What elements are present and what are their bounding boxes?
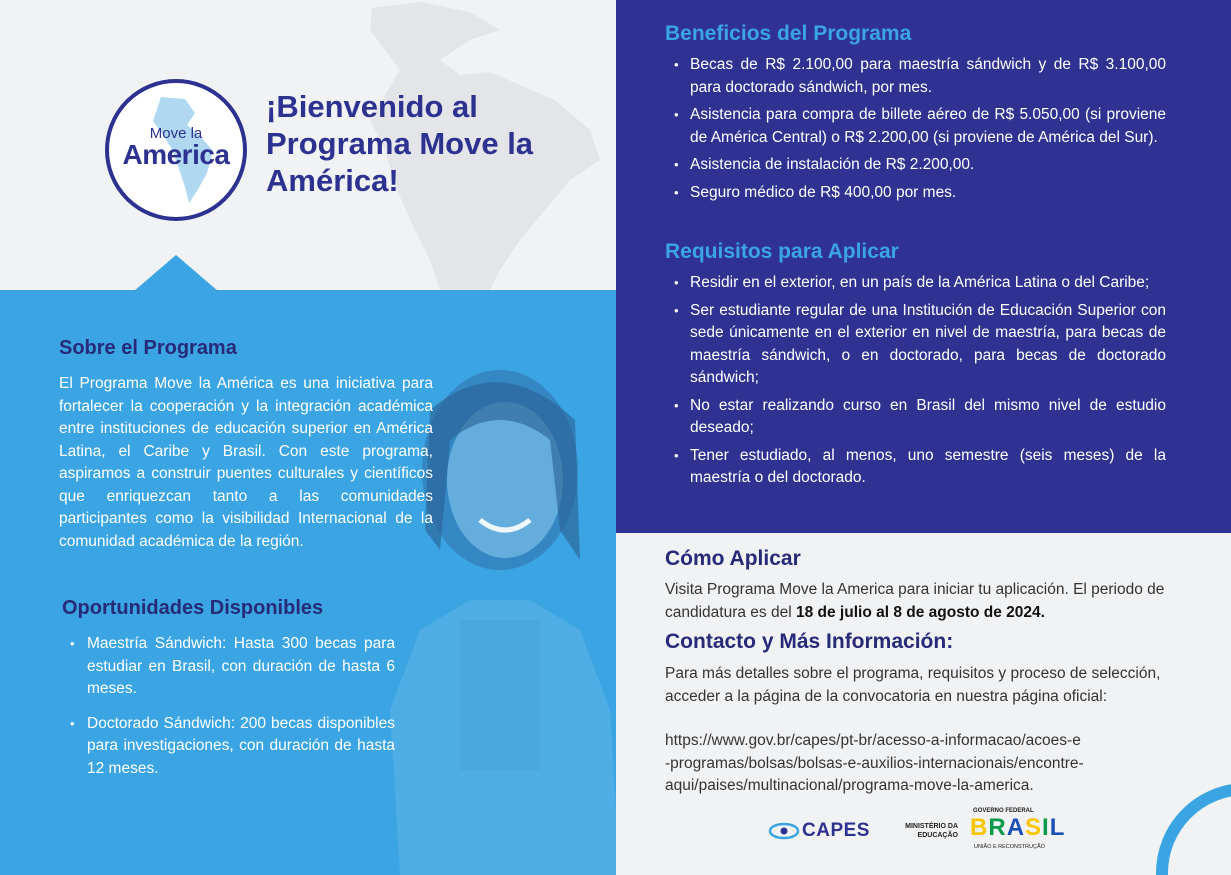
logo-text-big: America — [122, 139, 230, 170]
list-item: • Becas de R$ 2.100,00 para maestría sándwich y de R$ 3.100,00 para doctorado sándwich, por mes. — [674, 54, 1166, 99]
benefits-title: Beneficios del Programa — [665, 22, 912, 45]
brasil-letter: S — [1025, 814, 1043, 841]
brasil-letter: I — [1042, 814, 1050, 841]
list-item: • Asistencia para compra de billete aéreo de R$ 5.050,00 (si proviene de América Central) o R$ 2.200,00 (si proviene de América del Sur). — [674, 104, 1166, 149]
opportunities-list — [70, 633, 395, 792]
right-top-panel — [616, 0, 1231, 533]
left-top-section — [0, 0, 616, 290]
contact-url-link[interactable] — [665, 730, 1191, 798]
move-la-america-logo — [103, 77, 249, 223]
list-item: • Ser estudiante regular de una Institución de Educación Superior con sede únicamente en el exterior en nivel de maestría, para becas de maestría sándwich, o en doctorado, para becas de doctorado sándwich; — [674, 300, 1166, 390]
apply-text — [665, 579, 1191, 624]
ministry-line-2: EDUCAÇÃO — [917, 832, 958, 839]
list-item: • Residir en el exterior, en un país de la América Latina o del Caribe; — [674, 272, 1166, 295]
welcome-heading: ¡Bienvenido al Programa Move la América! — [266, 89, 534, 198]
gov-sub-text: UNIÃO E RECONSTRUÇÃO — [974, 844, 1045, 850]
brasil-letter: B — [970, 814, 989, 841]
brasil-letter: A — [1006, 814, 1026, 841]
notch-triangle — [134, 255, 218, 291]
url-line-3: aqui/paises/multinacional/programa-move-la-america. — [665, 777, 1034, 794]
benefits-list — [674, 54, 1166, 209]
brasil-letter: R — [988, 814, 1007, 841]
apply-text-start: Visita Programa Move la America para iniciar tu aplicación. El periodo de candidatura es del — [665, 581, 1165, 621]
about-text: El Programa Move la América es una iniciativa para fortalecer la cooperación y la integración académica entre instituciones de educación superior en América Latina, el Caribe y Brasil. Con este programa, aspiramos a construir puentes culturales y científicos que enriquezcan tanto a las comunidades participantes como la visibilidad Internacional de la comunidad académica de la región. — [59, 375, 433, 550]
brasil-letter: L — [1049, 814, 1066, 841]
ministry-line-1: MINISTÉRIO DA — [905, 823, 958, 830]
apply-title: Cómo Aplicar — [665, 547, 801, 570]
contact-text: Para más detalles sobre el programa, requisitos y proceso de selección, acceder a la página de la convocatoria en nuestra página oficial: — [665, 665, 1161, 705]
apply-dates: 18 de julio al 8 de agosto de 2024. — [795, 603, 1045, 621]
requirements-list — [674, 272, 1166, 495]
about-title: Sobre el Programa — [59, 337, 237, 359]
list-item: • Maestría Sándwich: Hasta 300 becas para estudiar en Brasil, con duración de hasta 6 meses. — [70, 633, 395, 701]
list-item: • Seguro médico de R$ 400,00 por mes. — [674, 182, 1166, 205]
brasil-logo — [970, 814, 1065, 842]
capes-logo-text: CAPES — [802, 820, 870, 841]
contact-title: Contacto y Más Información: — [665, 630, 954, 653]
url-line-2: -programas/bolsas/bolsas-e-auxilios-internacionais/encontre- — [665, 754, 1084, 772]
list-item: • Tener estudiado, al menos, uno semestre (seis meses) de la maestría o del doctorado. — [674, 445, 1166, 490]
list-item: • No estar realizando curso en Brasil del mismo nivel de estudio deseado; — [674, 395, 1166, 440]
opportunities-title: Oportunidades Disponibles — [62, 597, 324, 619]
logo-text-small: Move la — [149, 125, 203, 142]
gov-top-text: GOVERNO FEDERAL — [973, 808, 1034, 814]
capes-eye-icon — [768, 821, 800, 841]
url-line-1: https://www.gov.br/capes/pt-br/acesso-a-informacao/acoes-e — [665, 732, 1081, 749]
list-item: • Asistencia de instalación de R$ 2.200,00. — [674, 154, 1166, 177]
footer-logos — [768, 808, 1068, 856]
requirements-title: Requisitos para Aplicar — [665, 240, 899, 263]
ministry-logo — [898, 822, 958, 840]
list-item: • Doctorado Sándwich: 200 becas disponibles para investigaciones, con duración de hasta 12 meses. — [70, 713, 395, 781]
